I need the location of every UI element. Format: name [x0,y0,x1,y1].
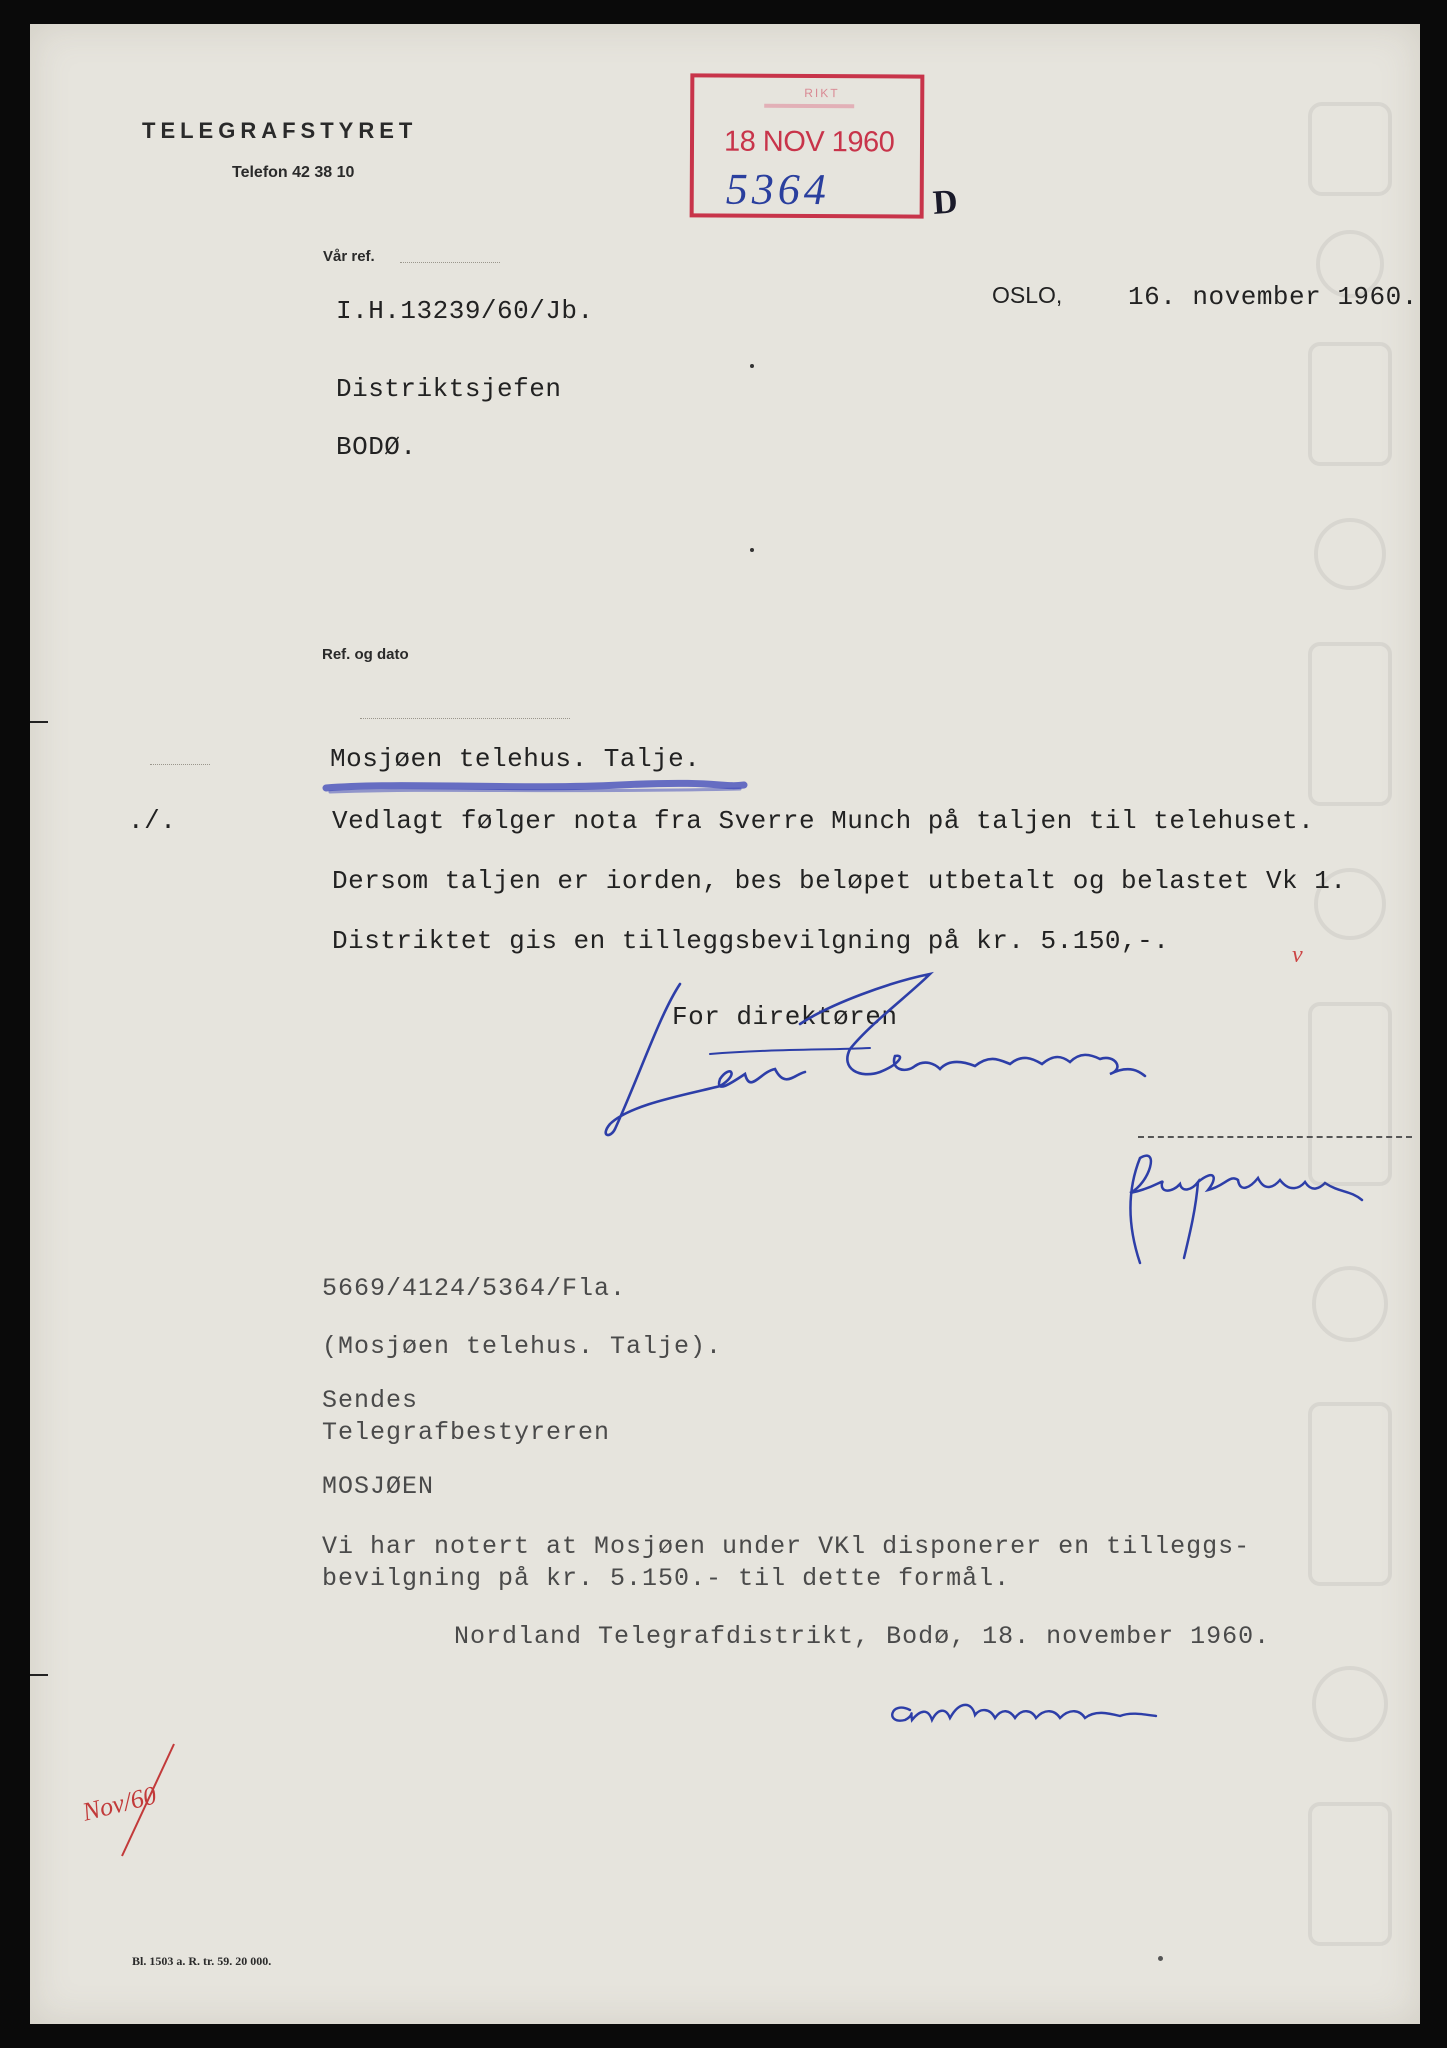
recipient-title: Distriktsjefen [336,374,562,404]
dotted-line [150,764,210,765]
watermark [1290,84,1410,1984]
endorsement-ref: 5669/4124/5364/Fla. [322,1274,627,1303]
subject-line: Mosjøen telehus. Talje. [330,744,701,774]
stamp-faint-line [764,104,854,108]
endorsement-recipient: Telegrafbestyreren [322,1418,611,1447]
endorsement-city: MOSJØEN [322,1472,435,1501]
received-stamp [690,73,925,218]
dotted-line [360,718,570,719]
third-signature [880,1680,1210,1740]
fold-mark [30,721,48,723]
paper-speck [750,548,754,552]
place: OSLO, [992,282,1063,308]
stamp-faint-text: RIKT [804,85,840,101]
var-ref-label: Vår ref. [323,248,375,265]
letterhead-org: TELEGRAFSTYRET [142,118,418,143]
endorsement-sendes: Sendes [322,1386,419,1415]
letter-page [30,24,1420,2024]
director-signature [570,954,1230,1154]
body-line-1: Vedlagt følger nota fra Sverre Munch på taljen til telehuset. [332,806,1315,836]
recipient-city: BODØ. [336,432,417,462]
fold-mark [30,1674,48,1676]
letterhead-phone: Telefon 42 38 10 [232,164,355,181]
var-ref-value: I.H.13239/60/Jb. [336,296,594,326]
endorsement-text-1: Vi har notert at Mosjøen under VKl disponerer en tilleggs- [322,1532,1251,1561]
stamp-date: 18 NOV 1960 [723,125,895,159]
letter-date: 16. november 1960. [1128,282,1418,312]
ref-og-dato-label: Ref. og dato [322,646,409,663]
endorsement-place-date: Nordland Telegrafdistrikt, Bodø, 18. november 1960. [454,1622,1271,1651]
footer-print: Bl. 1503 a. R. tr. 59. 20 000. [132,1954,272,1968]
stamp-number: 5364 [725,164,830,215]
red-tick: v [1292,942,1303,968]
closing-line: For direktøren [672,1002,898,1032]
body-line-2: Dersom taljen er iorden, bes beløpet utbetalt og belastet Vk 1. [332,866,1347,896]
dotted-line [400,262,500,263]
endorsement-subject: (Mosjøen telehus. Talje). [322,1332,723,1361]
enclosure-mark: ./. [128,806,177,836]
endorsement-text-2: bevilgning på kr. 5.150.- til dette formål. [322,1564,1011,1593]
blue-underline [320,776,750,798]
body-line-3: Distriktet gis en tilleggsbevilgning på kr. 5.150,-. [332,926,1170,956]
paper-speck [1158,1956,1163,1961]
red-annotation: Nov/60 [79,1780,160,1827]
paper-speck [750,364,754,368]
handwritten-mark: D [931,183,959,222]
